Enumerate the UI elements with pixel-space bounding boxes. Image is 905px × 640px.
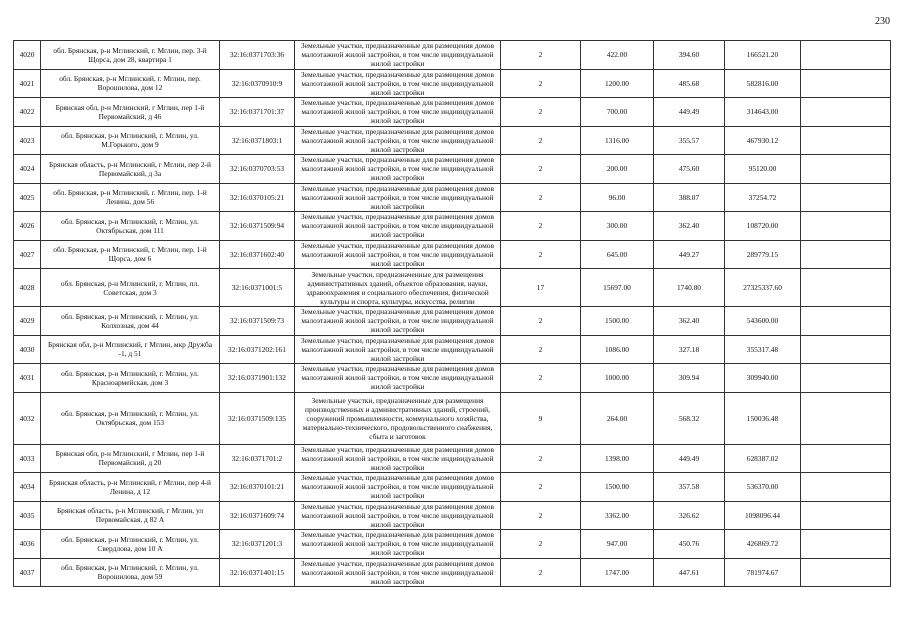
specific-value-cell: 449.27 (654, 240, 725, 269)
area-cell: 3362.00 (581, 501, 654, 530)
address-cell: обл. Брянская, р-н Мглинский, г. Мглин, ул. Октябрьская, дом 111 (41, 212, 220, 241)
area-cell: 1500.00 (581, 307, 654, 336)
row-number: 4026 (14, 212, 41, 241)
cadastral-value-cell: 150036.48 (725, 392, 801, 444)
table-row (14, 98, 891, 127)
area-cell: 1398.00 (581, 444, 654, 473)
empty-cell (801, 444, 891, 473)
specific-value-cell: 355.57 (654, 126, 725, 155)
specific-value-cell: 485.68 (654, 69, 725, 98)
land-use-purpose-cell: Земельные участки, предназначенные для размещения домов малоэтажной жилой застройки, в том числе индивидуальной жилой застройки (295, 69, 501, 98)
empty-cell (801, 69, 891, 98)
address-cell: обл. Брянская, р-н Мглинский, г. Мглин, пл. Советская, дом 3 (41, 269, 220, 307)
cadastral-value-cell: 108720.00 (725, 212, 801, 241)
row-number: 4035 (14, 501, 41, 530)
use-group-cell: 2 (501, 364, 581, 393)
table-row (14, 126, 891, 155)
area-cell: 645.00 (581, 240, 654, 269)
cadastral-value-cell: 314643.00 (725, 98, 801, 127)
specific-value-cell: 309.94 (654, 364, 725, 393)
land-use-purpose-cell: Земельные участки, предназначенные для размещения домов малоэтажной жилой застройки, в том числе индивидуальной жилой застройки (295, 501, 501, 530)
empty-cell (801, 41, 891, 70)
cadastral-number-cell: 32:16:0371001:5 (220, 269, 295, 307)
address-cell: обл. Брянская, р-н Мглинский, г. Мглин, ул. Колхозная, дом 44 (41, 307, 220, 336)
empty-cell (801, 392, 891, 444)
area-cell: 15697.00 (581, 269, 654, 307)
land-use-purpose-cell: Земельные участки, предназначенные для размещения домов малоэтажной жилой застройки, в том числе индивидуальной жилой застройки (295, 126, 501, 155)
empty-cell (801, 183, 891, 212)
use-group-cell: 2 (501, 558, 581, 587)
area-cell: 422.00 (581, 41, 654, 70)
empty-cell (801, 558, 891, 587)
empty-cell (801, 364, 891, 393)
specific-value-cell: 394.60 (654, 41, 725, 70)
cadastral-number-cell: 32:16:0371901:132 (220, 364, 295, 393)
cadastral-value-cell: 166521.20 (725, 41, 801, 70)
row-number: 4032 (14, 392, 41, 444)
address-cell: обл. Брянская, р-н Мглинский, г. Мглин, пер. 1-й Щорса, дом 6 (41, 240, 220, 269)
use-group-cell: 2 (501, 155, 581, 184)
specific-value-cell: 447.61 (654, 558, 725, 587)
cadastral-value-cell: 95120.00 (725, 155, 801, 184)
address-cell: Брянская обл, р-н Мглинский, г Мглин, пер 1-й Первомайский, д 20 (41, 444, 220, 473)
empty-cell (801, 501, 891, 530)
table-row (14, 155, 891, 184)
specific-value-cell: 326.62 (654, 501, 725, 530)
table-row (14, 530, 891, 559)
address-cell: обл. Брянская, р-н Мглинский, г. Мглин, пер. Ворошилова, дом 12 (41, 69, 220, 98)
cadastral-value-cell: 1098096.44 (725, 501, 801, 530)
land-use-purpose-cell: Земельные участки, предназначенные для размещения домов малоэтажной жилой застройки, в том числе индивидуальной жилой застройки (295, 444, 501, 473)
cadastral-number-cell: 32:16:0371202:161 (220, 335, 295, 364)
row-number: 4034 (14, 473, 41, 502)
row-number: 4027 (14, 240, 41, 269)
table-row (14, 473, 891, 502)
cadastral-number-cell: 32:16:0371509:94 (220, 212, 295, 241)
specific-value-cell: 362.40 (654, 212, 725, 241)
cadastral-number-cell: 32:16:0371609:74 (220, 501, 295, 530)
cadastral-number-cell: 32:16:0371703:36 (220, 41, 295, 70)
specific-value-cell: 362.40 (654, 307, 725, 336)
table-row (14, 41, 891, 70)
row-number: 4031 (14, 364, 41, 393)
cadastral-value-cell: 355317.48 (725, 335, 801, 364)
cadastral-number-cell: 32:16:0370101:21 (220, 473, 295, 502)
use-group-cell: 2 (501, 183, 581, 212)
land-use-purpose-cell: Земельные участки, предназначенные для размещения домов малоэтажной жилой застройки, в том числе индивидуальной жилой застройки (295, 155, 501, 184)
address-cell: обл. Брянская, р-н Мглинский, г. Мглин, пер. 1-й Ленина, дом 56 (41, 183, 220, 212)
address-cell: Брянская обл, р-н Мглинский, г Мглин, пер 1-й Первомайский, д 46 (41, 98, 220, 127)
specific-value-cell: 475.60 (654, 155, 725, 184)
address-cell: обл. Брянская, р-н Мглинский, г. Мглин, ул. Ворошилова, дом 59 (41, 558, 220, 587)
area-cell: 1747.00 (581, 558, 654, 587)
specific-value-cell: 449.49 (654, 444, 725, 473)
cadastral-number-cell: 32:16:0371201:3 (220, 530, 295, 559)
address-cell: Брянская область, р-н Мглинский, г Мглин, пер 4-й Ленина, д 12 (41, 473, 220, 502)
row-number: 4029 (14, 307, 41, 336)
address-cell: Брянская обл, р-н Мглинский, г Мглин, мкр Дружба -1, д 51 (41, 335, 220, 364)
table-row (14, 269, 891, 307)
cadastral-value-cell: 426869.72 (725, 530, 801, 559)
area-cell: 1086.00 (581, 335, 654, 364)
row-number: 4023 (14, 126, 41, 155)
use-group-cell: 2 (501, 530, 581, 559)
land-use-purpose-cell: Земельные участки, предназначенные для размещения домов малоэтажной жилой застройки, в том числе индивидуальной жилой застройки (295, 183, 501, 212)
cadastral-value-cell: 27325337.60 (725, 269, 801, 307)
area-cell: 96.00 (581, 183, 654, 212)
row-number: 4021 (14, 69, 41, 98)
land-use-purpose-cell: Земельные участки, предназначенные для размещения производственных и административных зданий, строений, сооружений промышленности, коммунального хозяйства, материально-технического, продовольственного снабжения, сбыта и заготовок (295, 392, 501, 444)
area-cell: 947.00 (581, 530, 654, 559)
cadastral-value-cell: 289779.15 (725, 240, 801, 269)
row-number: 4033 (14, 444, 41, 473)
land-use-purpose-cell: Земельные участки, предназначенные для размещения домов малоэтажной жилой застройки, в том числе индивидуальной жилой застройки (295, 212, 501, 241)
land-use-purpose-cell: Земельные участки, предназначенные для размещения домов малоэтажной жилой застройки, в том числе индивидуальной жилой застройки (295, 558, 501, 587)
page-number: 230 (875, 16, 890, 27)
empty-cell (801, 530, 891, 559)
address-cell: обл. Брянская, р-н Мглинский, г. Мглин, ул. Свердлова, дом 10 А (41, 530, 220, 559)
cadastral-value-cell: 781974.67 (725, 558, 801, 587)
address-cell: обл. Брянская, р-н Мглинский, г. Мглин, ул. Октябрьская, дом 153 (41, 392, 220, 444)
specific-value-cell: 357.58 (654, 473, 725, 502)
area-cell: 1500.00 (581, 473, 654, 502)
cadastral-number-cell: 32:16:0371602:40 (220, 240, 295, 269)
row-number: 4024 (14, 155, 41, 184)
use-group-cell: 2 (501, 41, 581, 70)
cadastral-number-cell: 32:16:0370703:53 (220, 155, 295, 184)
cadastral-number-cell: 32:16:0371401:15 (220, 558, 295, 587)
table-row (14, 240, 891, 269)
table-row (14, 307, 891, 336)
area-cell: 1000.00 (581, 364, 654, 393)
empty-cell (801, 335, 891, 364)
address-cell: обл. Брянская, р-н Мглинский, г. Мглин, ул. М.Горького, дом 9 (41, 126, 220, 155)
use-group-cell: 2 (501, 335, 581, 364)
table-row (14, 335, 891, 364)
use-group-cell: 2 (501, 240, 581, 269)
use-group-cell: 9 (501, 392, 581, 444)
cadastral-value-cell: 536370.00 (725, 473, 801, 502)
specific-value-cell: 388.07 (654, 183, 725, 212)
land-use-purpose-cell: Земельные участки, предназначенные для размещения домов малоэтажной жилой застройки, в том числе индивидуальной жилой застройки (295, 364, 501, 393)
row-number: 4028 (14, 269, 41, 307)
cadastral-number-cell: 32:16:0371701:2 (220, 444, 295, 473)
row-number: 4036 (14, 530, 41, 559)
cadastral-value-cell: 543600.00 (725, 307, 801, 336)
cadastral-value-cell: 582816.00 (725, 69, 801, 98)
empty-cell (801, 212, 891, 241)
specific-value-cell: 450.76 (654, 530, 725, 559)
specific-value-cell: 327.18 (654, 335, 725, 364)
use-group-cell: 2 (501, 501, 581, 530)
address-cell: обл. Брянская, р-н Мглинский, г. Мглин, пер. 3-й Щорса, дом 28, квартира 1 (41, 41, 220, 70)
area-cell: 300.00 (581, 212, 654, 241)
land-use-purpose-cell: Земельные участки, предназначенные для размещения административных зданий, объектов образования, науки, здравоохранения и социального обеспечения, физической культуры и спорта, культуры, искусства, религии (295, 269, 501, 307)
table-row (14, 392, 891, 444)
land-use-purpose-cell: Земельные участки, предназначенные для размещения домов малоэтажной жилой застройки, в том числе индивидуальной жилой застройки (295, 530, 501, 559)
empty-cell (801, 98, 891, 127)
table-row (14, 212, 891, 241)
area-cell: 200.00 (581, 155, 654, 184)
cadastral-number-cell: 32:16:0371509:73 (220, 307, 295, 336)
table-row (14, 364, 891, 393)
cadastral-value-cell: 37254.72 (725, 183, 801, 212)
land-use-purpose-cell: Земельные участки, предназначенные для размещения домов малоэтажной жилой застройки, в том числе индивидуальной жилой застройки (295, 335, 501, 364)
empty-cell (801, 126, 891, 155)
row-number: 4025 (14, 183, 41, 212)
row-number: 4020 (14, 41, 41, 70)
use-group-cell: 2 (501, 212, 581, 241)
table-row (14, 558, 891, 587)
empty-cell (801, 473, 891, 502)
area-cell: 1316.00 (581, 126, 654, 155)
area-cell: 264.00 (581, 392, 654, 444)
use-group-cell: 2 (501, 473, 581, 502)
empty-cell (801, 269, 891, 307)
empty-cell (801, 240, 891, 269)
cadastral-number-cell: 32:16:0370910:9 (220, 69, 295, 98)
table-row (14, 69, 891, 98)
row-number: 4037 (14, 558, 41, 587)
cadastral-value-cell: 309940.00 (725, 364, 801, 393)
area-cell: 700.00 (581, 98, 654, 127)
land-use-purpose-cell: Земельные участки, предназначенные для размещения домов малоэтажной жилой застройки, в том числе индивидуальной жилой застройки (295, 98, 501, 127)
table-row (14, 183, 891, 212)
address-cell: Брянская область, р-н Мглинский, г Мглин, пер 2-й Первомайский, д 3а (41, 155, 220, 184)
cadastral-value-cell: 467930.12 (725, 126, 801, 155)
address-cell: Брянская область, р-н Мглинский, г Мглин, ул Первомайская, д 82 А (41, 501, 220, 530)
use-group-cell: 2 (501, 444, 581, 473)
specific-value-cell: 1740.80 (654, 269, 725, 307)
land-use-purpose-cell: Земельные участки, предназначенные для размещения домов малоэтажной жилой застройки, в том числе индивидуальной жилой застройки (295, 41, 501, 70)
table-row (14, 444, 891, 473)
land-use-purpose-cell: Земельные участки, предназначенные для размещения домов малоэтажной жилой застройки, в том числе индивидуальной жилой застройки (295, 307, 501, 336)
cadastral-number-cell: 32:16:0371509:135 (220, 392, 295, 444)
cadastral-number-cell: 32:16:0370105:21 (220, 183, 295, 212)
cadastral-value-cell: 628387.02 (725, 444, 801, 473)
use-group-cell: 2 (501, 126, 581, 155)
empty-cell (801, 307, 891, 336)
use-group-cell: 2 (501, 307, 581, 336)
land-register-table (13, 40, 891, 587)
cadastral-number-cell: 32:16:0371803:1 (220, 126, 295, 155)
address-cell: обл. Брянская, р-н Мглинский, г. Мглин, ул. Красноармейская, дом 3 (41, 364, 220, 393)
empty-cell (801, 155, 891, 184)
specific-value-cell: 568.32 (654, 392, 725, 444)
land-use-purpose-cell: Земельные участки, предназначенные для размещения домов малоэтажной жилой застройки, в том числе индивидуальной жилой застройки (295, 240, 501, 269)
area-cell: 1200.00 (581, 69, 654, 98)
row-number: 4030 (14, 335, 41, 364)
land-use-purpose-cell: Земельные участки, предназначенные для размещения домов малоэтажной жилой застройки, в том числе индивидуальной жилой застройки (295, 473, 501, 502)
table-row (14, 501, 891, 530)
register-body (14, 41, 891, 587)
specific-value-cell: 449.49 (654, 98, 725, 127)
use-group-cell: 17 (501, 269, 581, 307)
use-group-cell: 2 (501, 69, 581, 98)
row-number: 4022 (14, 98, 41, 127)
cadastral-number-cell: 32:16:0371701:37 (220, 98, 295, 127)
use-group-cell: 2 (501, 98, 581, 127)
